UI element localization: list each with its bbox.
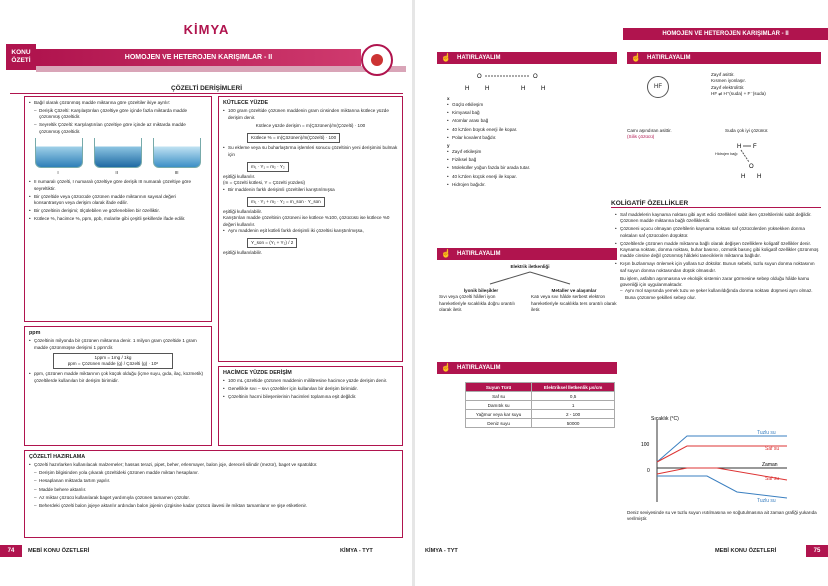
atom-h: H [741, 174, 746, 180]
text: (m = Çözelti kütlesi, Y = Çözelti yüzdesi) [223, 180, 306, 186]
decor-stripe [36, 66, 406, 72]
derisim-box [24, 96, 212, 322]
hatirlayalim-1: ☝ HATIRLAYALIM [437, 52, 617, 64]
meb-seal-icon [361, 44, 393, 76]
list-item: • Çözelti hazırlarken kullanılacak malzemeler; hassas terazi, pipet, beher, erlenmayer, balon joje, dereceli silindir (mezür), baget ve spatüldür. [29, 462, 398, 468]
list-item: • ppm, çözünen madde miktarının çok küçük olduğu (içme suyu, gıda, ilaç, kozmetik) çözeltilerde kullanılan bir derişim birimidir. [29, 371, 207, 384]
konu-ozeti-badge: KONU ÖZETİ [6, 44, 36, 70]
beaker-illustration [29, 138, 207, 168]
list-item: • Çözeltilerde çözünen madde miktarına bağlı olarak değişen özelliklere koligatif özellikler denir. Kaynama noktası, donma noktası, buhar basıncı, ozmotik basınç gibi koligatif özellikler çözünmüş madde cinsine değil çözünmüş hâldeki taneciklerin miktarına bağlıdır. [615, 241, 821, 260]
text: eşitliği kullanılabilir. [223, 250, 263, 256]
right-page [415, 0, 828, 586]
kutlece-box [218, 96, 403, 362]
table-cell: Yağmur veya kar suyu [466, 410, 532, 419]
table-header: Elektriksel İletkenlik μs/cm [532, 383, 615, 392]
text: HF ⇌ H⁺(suda) + F⁻(suda) [711, 90, 766, 96]
beaker-label: III [174, 170, 179, 176]
table-row [466, 419, 615, 428]
list-item: • Zayıf etkileşim [447, 149, 622, 155]
beaker-3 [153, 138, 201, 168]
temperature-chart [637, 414, 797, 506]
list-item: – Beherdeki çözelti balon jojeye aktarılır ardından balon jojenin çizgisine kadar çözücü ilavesi ile miktarı tamamlanır ve şişe etiketlenir. [34, 503, 398, 509]
box-title: ÇÖZELTİ HAZIRLAMA [29, 454, 86, 460]
text: eşitliği kullanılabilir. [223, 209, 263, 215]
branch-line [530, 272, 570, 284]
branch-line [490, 272, 530, 284]
hf-water-diagram [733, 140, 783, 180]
list-item: • Su ekleme veya su buharlaştırma işlemleri sonucu çözeltinin yeni derişimini bulmak için [223, 145, 398, 158]
table-cell: Saf su [466, 392, 532, 401]
series-label: Saf su [765, 476, 780, 482]
list-item: • Polar kovalent bağdır. [447, 135, 622, 141]
atom-h: H [465, 86, 470, 92]
hf-props [711, 72, 821, 97]
list-item: – Az miktar çözücü kullanılarak baget yardımıyla çözünen tamamen çözülür. [34, 495, 398, 501]
table-cell: 50000 [532, 419, 615, 428]
list-item: • Fiziksel bağ [447, 157, 622, 163]
metal-col [531, 288, 617, 313]
text: Camı aşındıran asittir. [627, 128, 672, 133]
hatirlayalim-4: ☝ HATIRLAYALIM [437, 362, 617, 374]
footer [0, 545, 413, 557]
table-cell: Damıtık su [466, 401, 532, 410]
list-item: • Çözüneni uçucu olmayan çözeltilerin kaynama noktası saf çözücülerden yüksekken donma noktaları saf çözücüden düşüktür. [615, 226, 821, 239]
formula-line: 1ppm = 1mg / 1kg [94, 354, 132, 360]
hazirlama-box [24, 450, 403, 538]
atom-h: H [485, 86, 490, 92]
text: Zayıf asittir. [711, 72, 735, 77]
list-item: • 100 gram çözeltide çözünen maddenin gram cinsinden miktarına kütlece yüzde derişim denir. [223, 108, 398, 121]
table-header: Suyun Türü [466, 383, 532, 392]
list-item: • Bir çözeltinin derişimi; ölçülebilen ve gözlenebilen bir özelliktir. [29, 208, 207, 214]
list-item: • 40 kJ'den küçük enerji ile kopar. [447, 174, 622, 180]
beaker-2 [94, 138, 142, 168]
list-item: • 100 mL çözeltide çözünen maddenin mililitresine hacimce yüzde derişim denir. [223, 378, 398, 384]
hf-right-note: Suda çok iyi çözünür. [725, 128, 769, 133]
footer-right: KİMYA - TYT [340, 548, 373, 554]
list-item: – Derişim bilgisinden yola çıkarak çözeltideki çözünen madde miktarı hesaplanır. [34, 470, 398, 476]
text: Karıştırılan madde çözeltinin çözüneni ise kütlece %100, çözücüsü ise kütlece %0 değeri kullanılır. [223, 215, 390, 227]
atom-f: F [753, 144, 757, 150]
hf-circle: HF [647, 76, 669, 98]
y-axis-label: Sıcaklık (°C) [651, 416, 679, 422]
list-item: • Atomlar arası bağ [447, 118, 622, 124]
list-item: • Çözeltinin milyonda bir çözünen miktarına denir. 1 milyon gram çözeltide 1 gram madde çözünmüşse derişimi 1 ppm'dir. [29, 338, 207, 351]
ppm-box [24, 326, 212, 446]
page-number: 74 [0, 545, 22, 557]
list-item: • Hidrojen bağıdır. [447, 182, 622, 188]
atom-h: H [757, 174, 762, 180]
page-number: 75 [806, 545, 828, 557]
hatirlayalim-3: ☝ HATIRLAYALIM [437, 248, 617, 260]
chart-caption: Deniz seviyesinde su ve tuzlu suyun ısıtılmasına ve soğutulmasına ait zaman grafiği yukarıda verilmiştir. [627, 510, 817, 522]
formula: Kütlece % = m(Çözünen)/m(Çözelti) · 100 [247, 133, 340, 143]
list-item: • Bir çözeltide veya çözücüde çözünen madde miktarının sayısal değeri konsantrasyon veya derişim olarak ifade edilir. [29, 194, 207, 207]
list-item: • Çözeltinin hacmi bileşenlerinin hacimleri toplamına eşit değildir. [223, 394, 398, 400]
list-item: • Bir maddenin farklı derişimli çözeltileri karıştırılmışsa [223, 187, 398, 193]
atom-o: O [477, 74, 482, 80]
box-title: KÜTLECE YÜZDE [223, 100, 269, 106]
list-item: • Kimyasal bağ [447, 110, 622, 116]
footer-left: MEBİ KONU ÖZETLERİ [28, 548, 90, 554]
text: Zayıf elektrolittir. [711, 84, 745, 90]
table-cell: 2 - 100 [532, 410, 615, 419]
footer-right: MEBİ KONU ÖZETLERİ [715, 548, 777, 554]
hacimce-box [218, 366, 403, 446]
hydrogen-bond [741, 150, 749, 162]
y-tick-label: 100 [641, 442, 650, 448]
atom-o: O [533, 74, 538, 80]
table-cell: Deniz suyu [466, 419, 532, 428]
table-row [466, 392, 615, 401]
text: Kısmen iyonlaşır. [711, 78, 746, 84]
table-row [466, 410, 615, 419]
series-label: Tuzlu su [757, 498, 776, 504]
iletkenlik-table [465, 382, 615, 428]
box-title: ppm [29, 330, 41, 336]
text: Bu işlem, asfaltın aşınmasına ve ekolojik sistemin zarar görmesine sebep olduğu hâlde kamu güvenliği için uygulanmaktadır. [620, 275, 810, 288]
list-item: • 40 kJ'den büyük enerji ile kopar. [447, 127, 622, 133]
list-item: – Hesaplanan miktarda tartım yapılır. [34, 478, 398, 484]
x-axis-label: Zaman [762, 462, 778, 468]
chapter-header: HOMOJEN VE HETEROJEN KARIŞIMLAR - II [623, 28, 828, 40]
list-item: – Madde behere aktarılır. [34, 487, 398, 493]
left-page [0, 0, 413, 586]
list-item: • Kütlece %, hacimce %, ppm, ppb, molarite gibi çeşitli şekillerde ifade edilir. [29, 216, 207, 222]
ionik-text: Sıvı veya çözelti hâlleri iyon hareketleriyle sıcaklıkla doğru orantılı olarak iletir. [439, 294, 515, 312]
list-item: • Saf maddelerin kaynama noktası gibi ayırt edici özellikleri sabit iken çözeltilerinki sabit değildir. Çözünen madde miktarına bağlı özelliklerdir. [615, 212, 821, 225]
atom-h: H [737, 144, 742, 150]
text: eşitliği kullanılır. [223, 174, 256, 180]
section-title: ÇÖZELTİ DERİŞİMLERİ [10, 85, 403, 94]
table-row [466, 401, 615, 410]
list-item: – Aynı mol sayısında yemek tuzu ve şeker kullanıldığında donma noktası düşmesi aynı olmaz. Buna çözünme şekilleri sebep olur. [620, 288, 821, 301]
beaker-label: I [57, 170, 59, 176]
metal-title: Metaller ve alaşımlar [551, 288, 597, 293]
ionik-title: İyonik bileşikler [463, 288, 499, 293]
elektrik-center: Elektrik iletkenliği [510, 264, 550, 269]
footer [415, 545, 828, 557]
branch-lines [475, 270, 585, 286]
list-item: • Genellikle sıvı – sıvı çözeltiler için kullanılan bir derişim birimidir. [223, 386, 398, 392]
ppm-formula [53, 353, 173, 370]
list-item: • Bağıl olarak çözünmüş madde miktarına göre çözeltiler ikiye ayrılır: [29, 100, 207, 106]
hf-left-note [627, 128, 711, 141]
hbond-label: Hidrojen bağı [715, 152, 738, 156]
koligatif-content [615, 212, 821, 303]
atom-h: H [541, 86, 546, 92]
ionik-col [439, 288, 523, 313]
formula: m₁ · Y₁ + m₂ · Y₂ = m_son · Y_son [247, 197, 325, 207]
formula: m₁ · Y₁ = m₂ · Y₂ [247, 162, 289, 172]
formula-line: ppm = Çözünen madde (g) / Çözelti (g) · 10⁶ [67, 361, 159, 367]
brand-title: KİMYA [183, 22, 230, 37]
atom-o: O [749, 164, 754, 170]
list-item: • Aynı maddenin eşit kütleli farklı derişimli iki çözeltisi karıştırılmışsa, [223, 228, 398, 234]
atom-h: H [521, 86, 526, 92]
molecule-diagram [455, 68, 575, 96]
chapter-header: HOMOJEN VE HETEROJEN KARIŞIMLAR - II [36, 49, 361, 66]
koligatif-title: KOLİGATİF ÖZELLİKLER [611, 200, 821, 208]
list-item: – Seyreltik Çözelti: Karşılaştırılan çözeltiye göre içinde az miktarda madde çözünmüş çözeltidir. [34, 122, 207, 135]
series-label: Tuzlu su [757, 430, 776, 436]
metal-text: Katı veya sıvı hâlde serbest elektron hareketleriyle sıcaklıkla ters orantılı olarak iletir. [531, 294, 617, 312]
formula: Kütlece yüzde derişim = m(Çözünen)/m(Çözelti) · 100 [255, 122, 366, 128]
beaker-label: II [115, 170, 118, 176]
series-label: Saf su [765, 446, 780, 452]
beaker-1 [35, 138, 83, 168]
label-y: y [447, 142, 450, 148]
box-title: HACİMCE YÜZDE DERİŞİM [223, 370, 292, 376]
table-cell: 1 [532, 401, 615, 410]
hat1-content [447, 96, 622, 190]
footer-left: KİMYA - TYT [425, 548, 458, 554]
formula: Y_son = (Y₁ + Y₂) / 2 [247, 238, 297, 248]
list-item: • Moleküller yoğun fazda bir arada tutar. [447, 165, 622, 171]
list-item: • Güçlü etkileşim [447, 102, 622, 108]
y-tick-label: 0 [647, 468, 650, 474]
list-item: • Kışın buzlanmayı önlemek için yollara tuz dökülür. Bunun sebebi, tuzlu suyun donma noktasının saf suyun donma noktasından düşük olmasıdır. [615, 261, 821, 274]
text: (Silis çözücü) [627, 134, 655, 140]
hatirlayalim-2: ☝ HATIRLAYALIM [627, 52, 821, 64]
list-item: • II numaralı çözelti, I numaralı çözeltiye göre derişik III numaralı çözeltiye göre seyreltiktir. [29, 179, 207, 192]
table-cell: 0,5 [532, 392, 615, 401]
label-x: x [447, 96, 450, 101]
list-item: – Derişik Çözelti: Karşılaştırılan çözeltiye göre içinde fazla miktarda madde çözünmüş çözeltidir. [34, 108, 207, 121]
